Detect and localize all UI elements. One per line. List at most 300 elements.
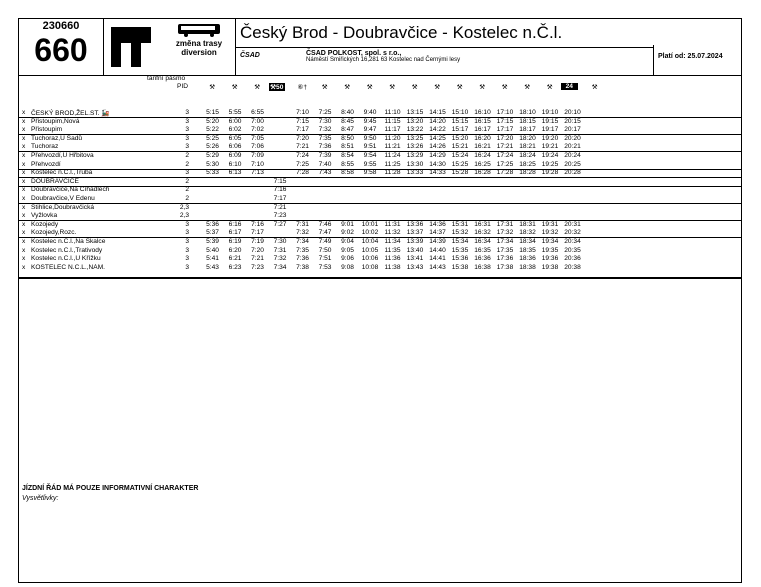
departure-time: 16:15 — [474, 117, 491, 125]
departure-time: 17:24 — [496, 152, 514, 159]
departure-time: 17:28 — [496, 169, 514, 177]
departure-time: 19:35 — [541, 246, 559, 254]
on-request-mark: x — [22, 143, 26, 151]
departure-time: 18:36 — [519, 255, 536, 263]
departure-time: 19:36 — [541, 255, 559, 263]
departure-time: 6:02 — [228, 126, 242, 134]
trip-code: 24 — [561, 83, 578, 90]
departure-time: 18:15 — [519, 117, 536, 125]
departure-time: 18:35 — [519, 246, 536, 254]
departure-time: 7:25 — [296, 160, 309, 168]
departure-time: 7:27 — [273, 220, 287, 228]
departure-time: 6:55 — [251, 109, 264, 116]
departure-time: 6:06 — [228, 143, 242, 151]
departure-time: 8:51 — [341, 143, 354, 151]
departure-time: 6:19 — [228, 238, 242, 245]
departure-time: 16:10 — [474, 109, 491, 116]
departure-time: 13:25 — [406, 134, 424, 142]
departure-time: 16:38 — [474, 263, 491, 271]
departure-time: 18:10 — [519, 109, 536, 116]
trip-code: ⚒ — [591, 84, 598, 91]
departure-time: 8:40 — [341, 109, 354, 116]
departure-time: 20:36 — [564, 255, 581, 263]
fare-zone: 3 — [185, 117, 189, 125]
departure-time: 19:21 — [541, 143, 559, 151]
timetable-direction-2 — [19, 279, 741, 481]
departure-time: 15:21 — [451, 143, 469, 151]
departure-time: 5:22 — [206, 126, 219, 134]
departure-time: 7:43 — [318, 169, 332, 177]
stop-name: Kostelec n.Č.l.,Na Skalce — [31, 238, 106, 245]
on-request-mark: x — [22, 263, 26, 271]
departure-time: 5:36 — [206, 220, 219, 228]
stop-name: Doubravčice,V Edenu — [31, 195, 95, 202]
departure-time: 20:24 — [564, 152, 581, 159]
departure-time: 16:36 — [474, 255, 491, 263]
departure-time: 18:21 — [519, 143, 536, 151]
stop-row — [19, 247, 741, 255]
fare-zone: 2 — [185, 160, 189, 168]
departure-time: 17:21 — [496, 143, 514, 151]
departure-time: 7:32 — [318, 126, 332, 134]
departure-time: 9:54 — [363, 152, 377, 159]
departure-time: 5:55 — [228, 109, 242, 116]
departure-time: 13:43 — [406, 263, 424, 271]
route-title: Český Brod - Doubravčice - Kostelec n.Č.l. — [236, 19, 654, 48]
fare-zone: 2 — [185, 152, 189, 159]
on-request-mark: x — [22, 220, 26, 228]
fare-zone: 2,3 — [179, 203, 189, 211]
departure-time: 14:37 — [429, 229, 446, 237]
departure-time: 15:36 — [451, 255, 469, 263]
trip-code: ⚒ — [344, 84, 351, 91]
timetable-direction-1 — [19, 75, 741, 278]
departure-time: 18:24 — [519, 152, 536, 159]
departure-time: 7:17 — [251, 229, 264, 237]
departure-time: 16:28 — [474, 169, 491, 177]
departure-time: 14:39 — [429, 238, 446, 245]
on-request-mark: x — [22, 126, 26, 134]
departure-time: 11:28 — [384, 169, 401, 177]
departure-time: 18:17 — [519, 126, 536, 134]
departure-time: 16:35 — [474, 246, 491, 254]
fare-zone: 3 — [185, 169, 189, 177]
departure-time: 7:49 — [318, 238, 332, 245]
departure-time: 19:20 — [541, 134, 559, 142]
departure-time: 17:15 — [496, 117, 514, 125]
departure-time: 9:02 — [341, 229, 354, 237]
stop-row — [19, 255, 741, 263]
departure-time: 19:38 — [541, 263, 559, 271]
fare-zone: 3 — [185, 109, 189, 116]
departure-time: 7:10 — [296, 109, 309, 116]
departure-time: 7:35 — [296, 246, 309, 254]
departure-time: 7:38 — [296, 263, 309, 271]
departure-time: 5:26 — [206, 143, 219, 151]
departure-time: 8:55 — [341, 160, 354, 168]
departure-time: 17:31 — [496, 220, 514, 228]
departure-time: 20:38 — [564, 263, 581, 271]
departure-time: 5:41 — [206, 255, 219, 263]
legend — [19, 481, 741, 502]
departure-time: 7:06 — [251, 143, 264, 151]
departure-time: 9:04 — [341, 238, 354, 245]
departure-time: 17:17 — [496, 126, 514, 134]
stop-name: Tuchoraz,U Sadů — [31, 134, 83, 142]
stop-name: Přehvozdí,U Hřbitova — [31, 152, 94, 159]
departure-time: 9:51 — [363, 143, 377, 151]
departure-time: 20:31 — [564, 220, 581, 228]
trip-code: ⚒ — [366, 84, 373, 91]
stop-row — [19, 264, 741, 272]
departure-time: 14:26 — [429, 143, 446, 151]
departure-time: 13:33 — [406, 169, 424, 177]
stop-name: Doubravčice,Na Číhadlech — [31, 186, 110, 194]
departure-time: 11:35 — [384, 246, 401, 254]
departure-time: 15:28 — [451, 169, 469, 177]
stop-name: KOSTELEC N.Č.L.,NÁM. — [31, 263, 106, 271]
departure-time: 19:24 — [541, 152, 559, 159]
departure-time: 10:04 — [361, 238, 379, 245]
departure-time: 20:17 — [564, 126, 581, 134]
departure-time: 11:32 — [384, 229, 401, 237]
line-code: 230660 — [42, 20, 80, 32]
stop-row — [19, 186, 741, 194]
departure-time: 14:41 — [429, 255, 446, 263]
departure-time: 7:21 — [273, 203, 287, 211]
departure-time: 5:30 — [206, 160, 219, 168]
departure-time: 15:17 — [451, 126, 469, 134]
departure-time: 14:36 — [429, 220, 446, 228]
departure-time: 15:24 — [451, 152, 469, 159]
departure-time: 7:13 — [251, 169, 264, 177]
departure-time: 13:39 — [406, 238, 424, 245]
departure-time: 15:31 — [451, 220, 469, 228]
fare-zone: 2,3 — [179, 212, 189, 220]
departure-time: 18:34 — [519, 238, 536, 245]
departure-time: 18:31 — [519, 220, 536, 228]
stop-row — [19, 135, 741, 143]
departure-time: 16:17 — [474, 126, 491, 134]
company-name: ČSAD POLKOST, spol. s r.o., — [306, 50, 402, 57]
on-request-mark: x — [22, 169, 26, 177]
departure-time: 11:25 — [384, 160, 401, 168]
departure-time: 20:10 — [564, 109, 581, 116]
stop-name: Kostelec n.Č.l.,Truba — [31, 169, 93, 177]
pid-logo-icon — [105, 21, 157, 73]
departure-time: 17:34 — [496, 238, 514, 245]
pid-label: PID — [177, 83, 188, 90]
trip-code: ⚒ — [389, 84, 396, 91]
departure-time: 7:30 — [318, 117, 332, 125]
departure-time: 18:38 — [519, 263, 536, 271]
departure-time: 8:47 — [341, 126, 354, 134]
departure-time: 5:40 — [206, 246, 219, 254]
departure-time: 15:20 — [451, 134, 469, 142]
departure-time: 6:23 — [228, 263, 242, 271]
departure-time: 5:43 — [206, 263, 219, 271]
fare-zone: 3 — [185, 126, 189, 134]
departure-time: 14:30 — [429, 160, 446, 168]
fare-zone: 3 — [185, 238, 189, 245]
departure-time: 9:05 — [341, 246, 354, 254]
departure-time: 11:17 — [384, 126, 401, 134]
departure-time: 7:40 — [318, 160, 332, 168]
departure-time: 19:25 — [541, 160, 559, 168]
departure-time: 10:06 — [361, 255, 379, 263]
departure-time: 20:21 — [564, 143, 581, 151]
stop-row — [19, 118, 741, 126]
departure-time: 20:25 — [564, 160, 581, 168]
fare-zone: 3 — [185, 263, 189, 271]
trip-code: ⑥† — [297, 84, 308, 91]
stop-name: Štihlice,Doubravčická — [31, 203, 95, 211]
stop-name: DOUBRAVČICE — [31, 177, 79, 185]
stop-name: Přistoupim,Nová — [31, 117, 80, 125]
departure-time: 7:21 — [296, 143, 309, 151]
departure-time: 18:32 — [519, 229, 536, 237]
departure-time: 17:10 — [496, 109, 514, 116]
departure-time: 19:15 — [541, 117, 559, 125]
departure-time: 6:16 — [228, 220, 242, 228]
departure-time: 11:10 — [384, 109, 401, 116]
departure-time: 7:32 — [296, 229, 309, 237]
departure-time: 6:17 — [228, 229, 242, 237]
departure-time: 6:05 — [228, 134, 242, 142]
departure-time: 7:02 — [251, 126, 264, 134]
departure-time: 20:28 — [564, 169, 581, 177]
departure-time: 17:20 — [496, 134, 514, 142]
departure-time: 16:21 — [474, 143, 491, 151]
trip-code: ⚒ — [411, 84, 418, 91]
departure-time: 5:37 — [206, 229, 219, 237]
company-address: Náměstí Smiřických 16,281 63 Kostelec nad Černými lesy — [306, 57, 461, 63]
departure-time: 15:35 — [451, 246, 469, 254]
departure-time: 14:22 — [429, 126, 446, 134]
departure-time: 8:50 — [341, 134, 354, 142]
departure-time: 7:15 — [273, 177, 287, 185]
departure-time: 13:20 — [406, 117, 424, 125]
departure-time: 13:29 — [406, 152, 424, 159]
departure-time: 17:38 — [496, 263, 514, 271]
departure-time: 16:31 — [474, 220, 491, 228]
stop-row — [19, 221, 741, 229]
on-request-mark: x — [22, 203, 26, 211]
departure-time: 19:17 — [541, 126, 559, 134]
trip-code: ⚒ — [434, 84, 441, 91]
departure-time: 7:34 — [296, 238, 309, 245]
departure-time: 11:21 — [384, 143, 401, 151]
departure-time: 20:35 — [564, 246, 581, 254]
departure-time: 6:20 — [228, 246, 242, 254]
on-request-mark: x — [22, 109, 26, 116]
departure-time: 11:38 — [384, 263, 401, 271]
departure-time: 7:31 — [273, 246, 287, 254]
on-request-mark: x — [22, 160, 26, 168]
departure-time: 20:15 — [564, 117, 581, 125]
departure-time: 11:20 — [384, 134, 401, 142]
departure-time: 9:47 — [363, 126, 377, 134]
departure-time: 14:40 — [429, 246, 446, 254]
departure-time: 20:34 — [564, 238, 581, 245]
change-note: změna trasy diversion — [175, 39, 223, 57]
departure-time: 5:29 — [206, 152, 219, 159]
departure-time: 7:20 — [296, 134, 309, 142]
departure-time: 20:20 — [564, 134, 581, 142]
departure-time: 7:16 — [251, 220, 264, 228]
stop-row — [19, 152, 741, 160]
departure-time: 7:34 — [273, 263, 287, 271]
departure-time: 16:34 — [474, 238, 491, 245]
departure-time: 17:32 — [496, 229, 514, 237]
departure-time: 7:46 — [318, 220, 332, 228]
diversion-box — [169, 23, 229, 57]
on-request-mark: x — [22, 255, 26, 263]
trip-code: ⚒ — [321, 84, 328, 91]
departure-time: 7:15 — [296, 117, 309, 125]
departure-time: 13:37 — [406, 229, 424, 237]
departure-time: 13:26 — [406, 143, 424, 151]
stop-row — [19, 238, 741, 246]
departure-time: 18:25 — [519, 160, 536, 168]
stop-name: Přistoupim — [31, 126, 63, 134]
departure-time: 9:55 — [363, 160, 377, 168]
departure-time: 5:33 — [206, 169, 219, 177]
departure-time: 13:22 — [406, 126, 424, 134]
departure-time: 7:24 — [296, 152, 309, 159]
line-number: 660 — [34, 32, 88, 68]
departure-time: 7:21 — [251, 255, 264, 263]
departure-time: 20:32 — [564, 229, 581, 237]
stop-name: Kozojedy,Rozc. — [31, 229, 77, 237]
departure-time: 16:24 — [474, 152, 491, 159]
departure-time: 7:30 — [273, 238, 287, 245]
departure-time: 14:20 — [429, 117, 446, 125]
departure-time: 15:38 — [451, 263, 469, 271]
departure-time: 7:32 — [273, 255, 287, 263]
stop-name: Tuchoraz — [31, 143, 59, 151]
fare-zone: 3 — [185, 143, 189, 151]
departure-time: 5:20 — [206, 117, 219, 125]
departure-time: 7:36 — [296, 255, 309, 263]
departure-time: 10:05 — [361, 246, 379, 254]
departure-time: 17:25 — [496, 160, 514, 168]
valid-from: Platí od: 25.07.2024 — [653, 45, 741, 75]
fare-zone: 3 — [185, 246, 189, 254]
departure-time: 6:09 — [228, 152, 242, 159]
departure-time: 13:41 — [406, 255, 424, 263]
departure-time: 9:08 — [341, 263, 354, 271]
fare-zone: 3 — [185, 220, 189, 228]
departure-time: 7:23 — [273, 212, 287, 220]
departure-time: 16:25 — [474, 160, 491, 168]
departure-time: 6:10 — [228, 160, 242, 168]
bus-icon — [177, 23, 221, 37]
departure-time: 13:15 — [406, 109, 424, 116]
departure-time: 15:25 — [451, 160, 469, 168]
fare-zone: 3 — [185, 255, 189, 263]
departure-time: 19:10 — [541, 109, 559, 116]
departure-time: 17:35 — [496, 246, 514, 254]
route-box — [235, 19, 654, 75]
departure-time: 19:32 — [541, 229, 559, 237]
trip-code: ⚒ — [479, 84, 486, 91]
legend-subtitle: Vysvětlivky: — [22, 495, 59, 502]
departure-time: 8:54 — [341, 152, 354, 159]
departure-time: 7:09 — [251, 152, 264, 159]
departure-time: 14:25 — [429, 134, 446, 142]
departure-time: 7:17 — [273, 195, 287, 202]
departure-time: 9:45 — [363, 117, 377, 125]
timetable-page — [18, 18, 742, 583]
departure-time: 13:30 — [406, 160, 424, 168]
departure-time: 14:29 — [429, 152, 446, 159]
trip-code: ⚒ — [209, 84, 216, 91]
departure-time: 7:19 — [251, 238, 264, 245]
departure-time: 7:23 — [251, 263, 264, 271]
departure-time: 7:51 — [318, 255, 332, 263]
departure-time: 7:31 — [296, 220, 309, 228]
departure-time: 18:28 — [519, 169, 536, 177]
departure-time: 10:01 — [361, 220, 379, 228]
departure-time: 19:28 — [541, 169, 559, 177]
departure-time: 7:47 — [318, 229, 332, 237]
legend-title: JÍZDNÍ ŘÁD MÁ POUZE INFORMATIVNÍ CHARAKTER — [22, 485, 199, 492]
stop-name: Kostelec n.Č.l.,Trativody — [31, 246, 103, 254]
departure-time: 7:36 — [318, 143, 332, 151]
departure-time: 5:25 — [206, 134, 219, 142]
departure-time: 9:58 — [363, 169, 377, 177]
departure-time: 6:00 — [228, 117, 242, 125]
departure-time: 8:45 — [341, 117, 354, 125]
departure-time: 6:21 — [228, 255, 242, 263]
departure-time: 7:16 — [273, 186, 287, 194]
departure-time: 11:15 — [384, 117, 401, 125]
fare-zone: 3 — [185, 229, 189, 237]
departure-time: 7:53 — [318, 263, 332, 271]
departure-time: 9:06 — [341, 255, 354, 263]
departure-time: 10:02 — [361, 229, 379, 237]
trip-code: ⚒ — [254, 84, 261, 91]
trip-code: ⚒ — [501, 84, 508, 91]
departure-time: 11:34 — [384, 238, 401, 245]
departure-time: 5:15 — [206, 109, 219, 116]
departure-time: 7:25 — [318, 109, 332, 116]
company-logo-text: ČSAD — [240, 52, 260, 59]
on-request-mark: x — [22, 212, 26, 220]
departure-time: 10:08 — [361, 263, 379, 271]
departure-time: 15:34 — [451, 238, 469, 245]
on-request-mark: x — [22, 195, 26, 202]
stop-row — [19, 204, 741, 212]
on-request-mark: x — [22, 246, 26, 254]
trip-code: ⚒ — [524, 84, 531, 91]
trip-code: ⚒ — [231, 84, 238, 91]
departure-time: 7:39 — [318, 152, 332, 159]
stop-name: Přehvozdí — [31, 160, 61, 168]
departure-time: 9:01 — [341, 220, 354, 228]
on-request-mark: x — [22, 229, 26, 237]
departure-time: 7:50 — [318, 246, 332, 254]
stop-name: ČESKÝ BROD,ŽEL.ST. 🚂 — [31, 110, 110, 117]
departure-time: 7:10 — [251, 160, 264, 168]
trip-code: ⚒ — [456, 84, 463, 91]
departure-time: 13:40 — [406, 246, 424, 254]
departure-time: 9:50 — [363, 134, 377, 142]
departure-time: 7:20 — [251, 246, 264, 254]
departure-time: 14:15 — [429, 109, 446, 116]
departure-time: 7:00 — [251, 117, 264, 125]
